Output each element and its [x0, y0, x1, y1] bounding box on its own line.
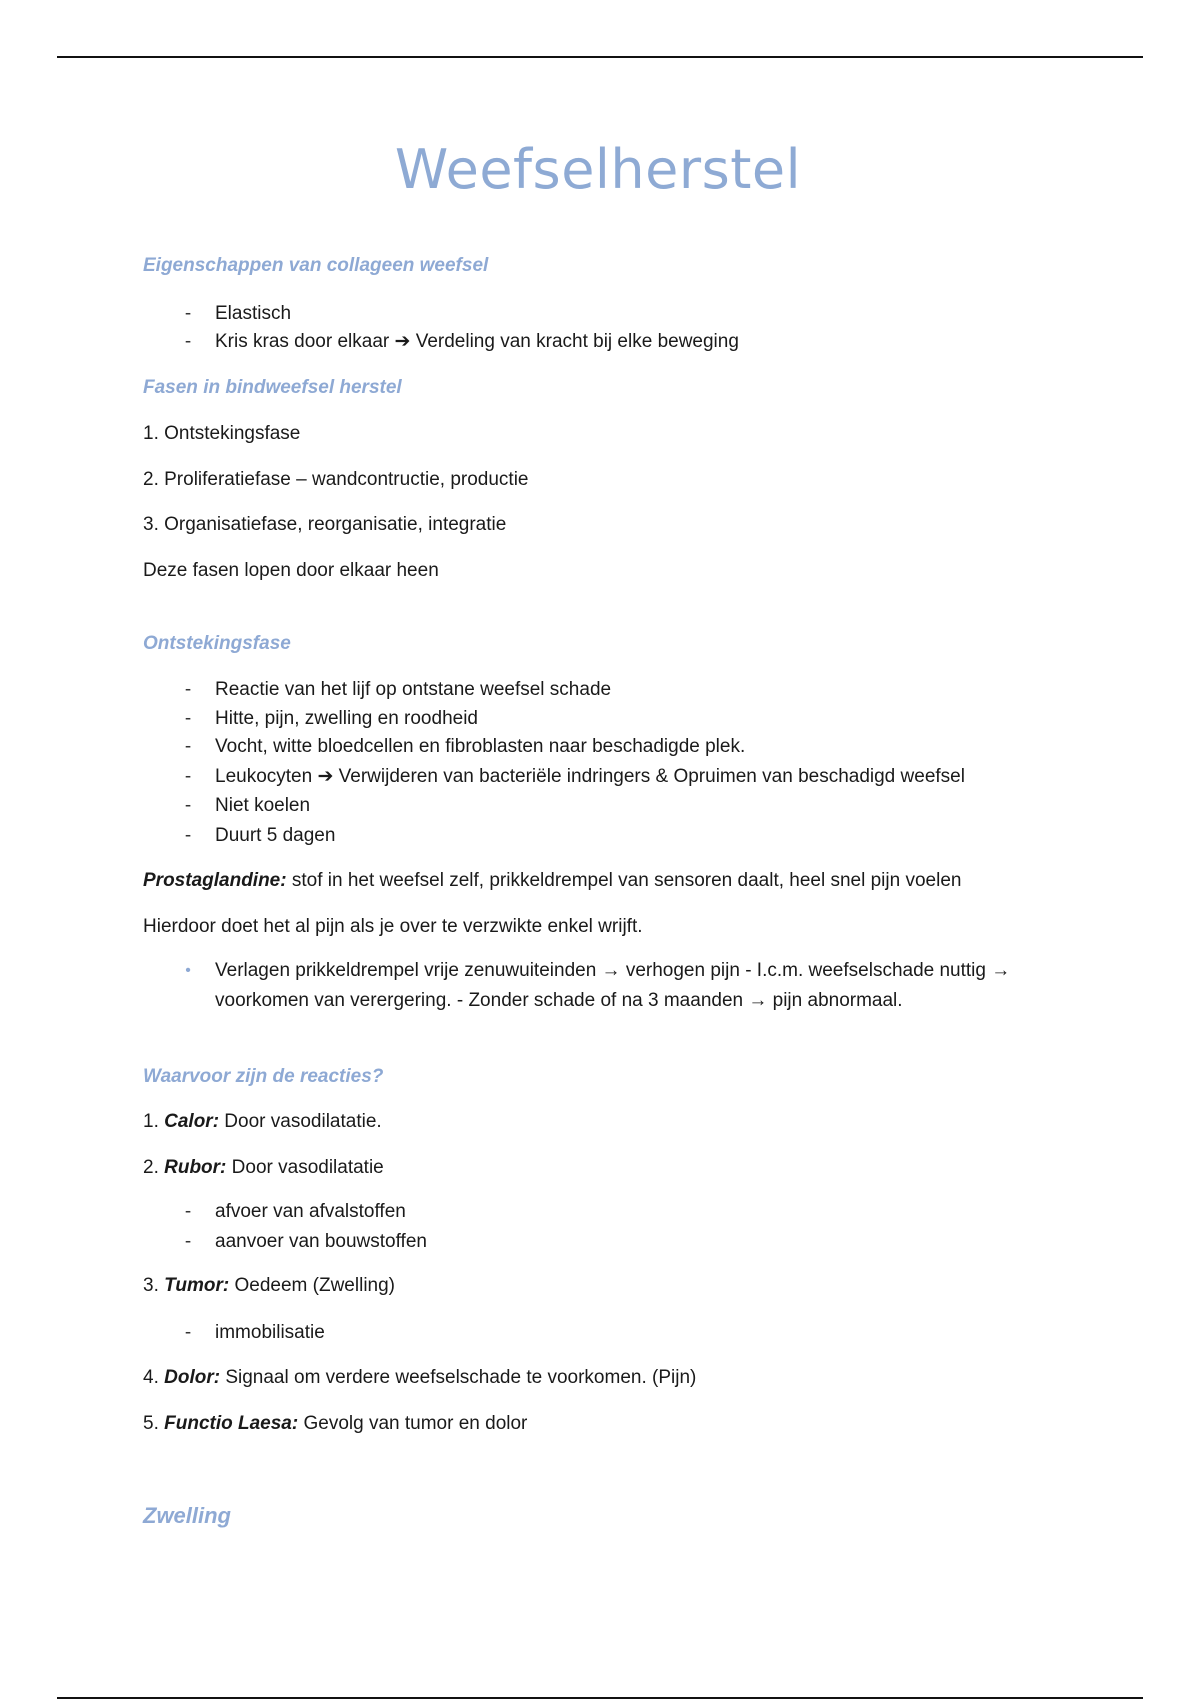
reactie-line: 5. Functio Laesa: Gevolg van tumor en dolor — [143, 1413, 528, 1434]
hierdoor-line: Hierdoor doet het al pijn als je over te verzwikte enkel wrijft. — [143, 916, 643, 937]
heading-reacties: Waarvoor zijn de reacties? — [143, 1066, 384, 1087]
list-item: - Reactie van het lijf op ontstane weefsel schade — [184, 679, 612, 700]
heading-collageen: Eigenschappen van collageen weefsel — [143, 255, 489, 276]
prostaglandine-term: Prostaglandine: — [143, 870, 287, 891]
heading-ontstekingsfase: Ontstekingsfase — [143, 633, 291, 654]
heading-fasen: Fasen in bindweefsel herstel — [143, 377, 402, 398]
prostaglandine-line: Prostaglandine: stof in het weefsel zelf, prikkeldrempel van sensoren daalt, heel snel pijn voelen — [143, 870, 962, 891]
list-item: - Duurt 5 dagen — [184, 825, 336, 846]
phase-line: 2. Proliferatiefase – wandcontructie, productie — [143, 469, 529, 490]
document-title: Weefselherstel — [394, 138, 802, 201]
phase-line: 3. Organisatiefase, reorganisatie, integratie — [143, 514, 507, 535]
bottom-rule — [57, 1697, 1143, 1699]
list-item: - Vocht, witte bloedcellen en fibroblasten naar beschadigde plek. — [184, 736, 746, 757]
reactie-line: 3. Tumor: Oedeem (Zwelling) — [143, 1275, 395, 1296]
phase-line: 1. Ontstekingsfase — [143, 423, 301, 444]
phase-note: Deze fasen lopen door elkaar heen — [143, 560, 439, 581]
reactie-line: 4. Dolor: Signaal om verdere weefselschade te voorkomen. (Pijn) — [143, 1367, 697, 1388]
list-item: - aanvoer van bouwstoffen — [184, 1231, 427, 1252]
list-item: - Kris kras door elkaar ➔ Verdeling van kracht bij elke beweging — [184, 331, 739, 352]
reactie-line: 2. Rubor: Door vasodilatatie — [143, 1157, 384, 1178]
list-item: - afvoer van afvalstoffen — [184, 1201, 406, 1222]
list-item: • Verlagen prikkeldrempel vrije zenuwuiteinden → verhogen pijn - I.c.m. weefselschade nuttig → voorkomen van verergering. - Zonder schade of na 3 maanden → pijn abnormaal. — [185, 960, 1011, 1011]
list-item: - Elastisch — [184, 303, 292, 324]
list-item: - Niet koelen — [184, 795, 311, 816]
top-rule — [57, 56, 1143, 58]
list-item: - Leukocyten ➔ Verwijderen van bacteriële indringers & Opruimen van beschadigd weefsel — [184, 766, 965, 787]
reactie-line: 1. Calor: Door vasodilatatie. — [143, 1111, 382, 1132]
list-item: - immobilisatie — [184, 1322, 325, 1343]
list-item: - Hitte, pijn, zwelling en roodheid — [184, 708, 478, 729]
heading-zwelling: Zwelling — [143, 1503, 231, 1528]
